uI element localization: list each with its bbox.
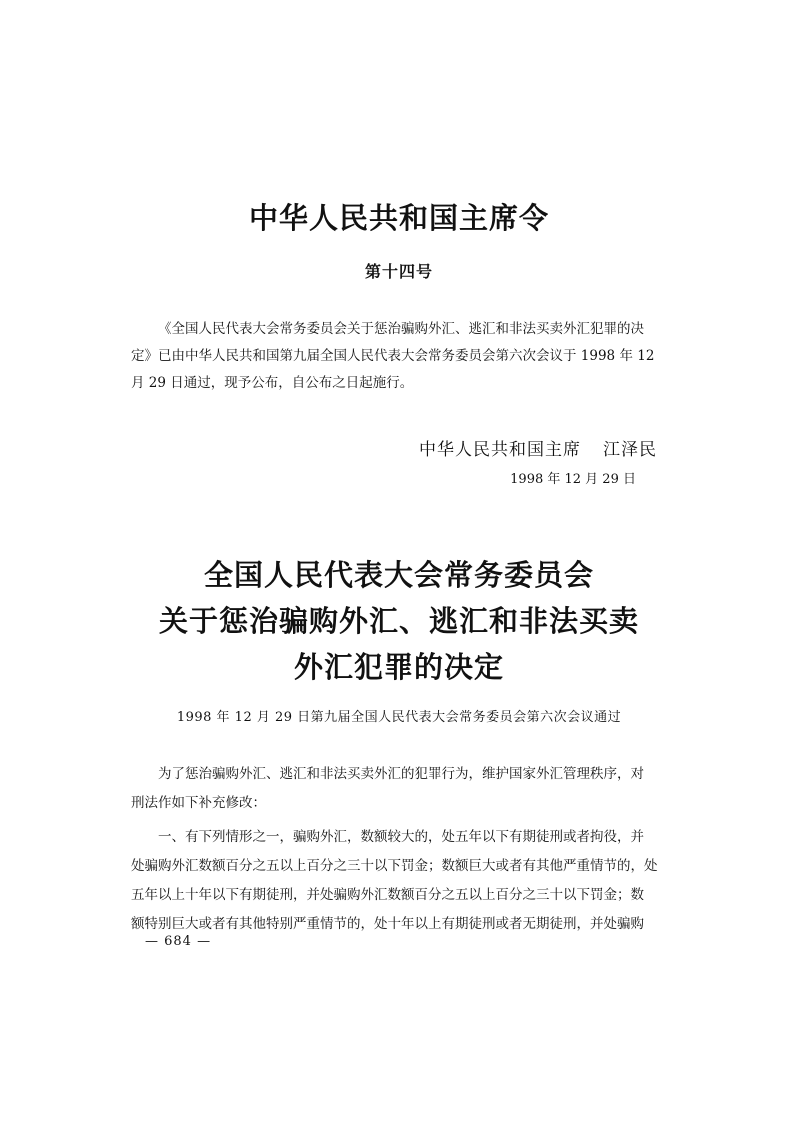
decision-title-line: 全国人民代表大会常务委员会 xyxy=(203,558,594,592)
signer-block xyxy=(0,435,657,460)
decision-body xyxy=(131,760,663,939)
signer-title: 中华人民共和国主席 xyxy=(419,440,581,460)
order-body-line: 月 29 日通过，现予公布，自公布之日起施行。 xyxy=(131,375,414,391)
order-body-line: 定》已由中华人民共和国第九届全国人民代表大会常务委员会第六次会议于 1998 年 12 xyxy=(131,348,655,364)
order-body xyxy=(131,316,663,397)
decision-body-line: 五年以上十年以下有期徒刑，并处骗购外汇数额百分之五以上百分之三十以下罚金；数 xyxy=(131,887,644,903)
adopted-note: 1998 年 12 月 29 日第九届全国人民代表大会常务委员会第六次会议通过 xyxy=(176,710,622,725)
decision-title-line: 外汇犯罪的决定 xyxy=(293,650,504,684)
decision-body-line: 一、有下列情形之一，骗购外汇，数额较大的，处五年以下有期徒刑或者拘役，并 xyxy=(158,829,644,845)
order-body-line: 《全国人民代表大会常务委员会关于惩治骗购外汇、逃汇和非法买卖外汇犯罪的决 xyxy=(158,321,644,337)
signer-name: 江泽民 xyxy=(603,440,657,460)
decision-title xyxy=(0,552,798,690)
decision-body-line: 额特别巨大或者有其他特别严重情节的，处十年以上有期徒刑或者无期徒刑，并处骗购 xyxy=(131,916,644,932)
order-title: 中华人民共和国主席令 xyxy=(248,201,549,235)
decision-body-line: 刑法作如下补充修改： xyxy=(131,795,266,811)
decision-body-line: 处骗购外汇数额百分之五以上百分之三十以下罚金；数额巨大或者有其他严重情节的，处 xyxy=(131,858,658,874)
page-number: — 684 — xyxy=(145,934,212,949)
decision-body-line: 为了惩治骗购外汇、逃汇和非法买卖外汇的犯罪行为，维护国家外汇管理秩序，对 xyxy=(158,766,644,782)
sign-date: 1998 年 12 月 29 日 xyxy=(510,472,636,487)
decision-title-line: 关于惩治骗购外汇、逃汇和非法买卖 xyxy=(158,604,639,638)
order-number: 第十四号 xyxy=(364,262,433,281)
